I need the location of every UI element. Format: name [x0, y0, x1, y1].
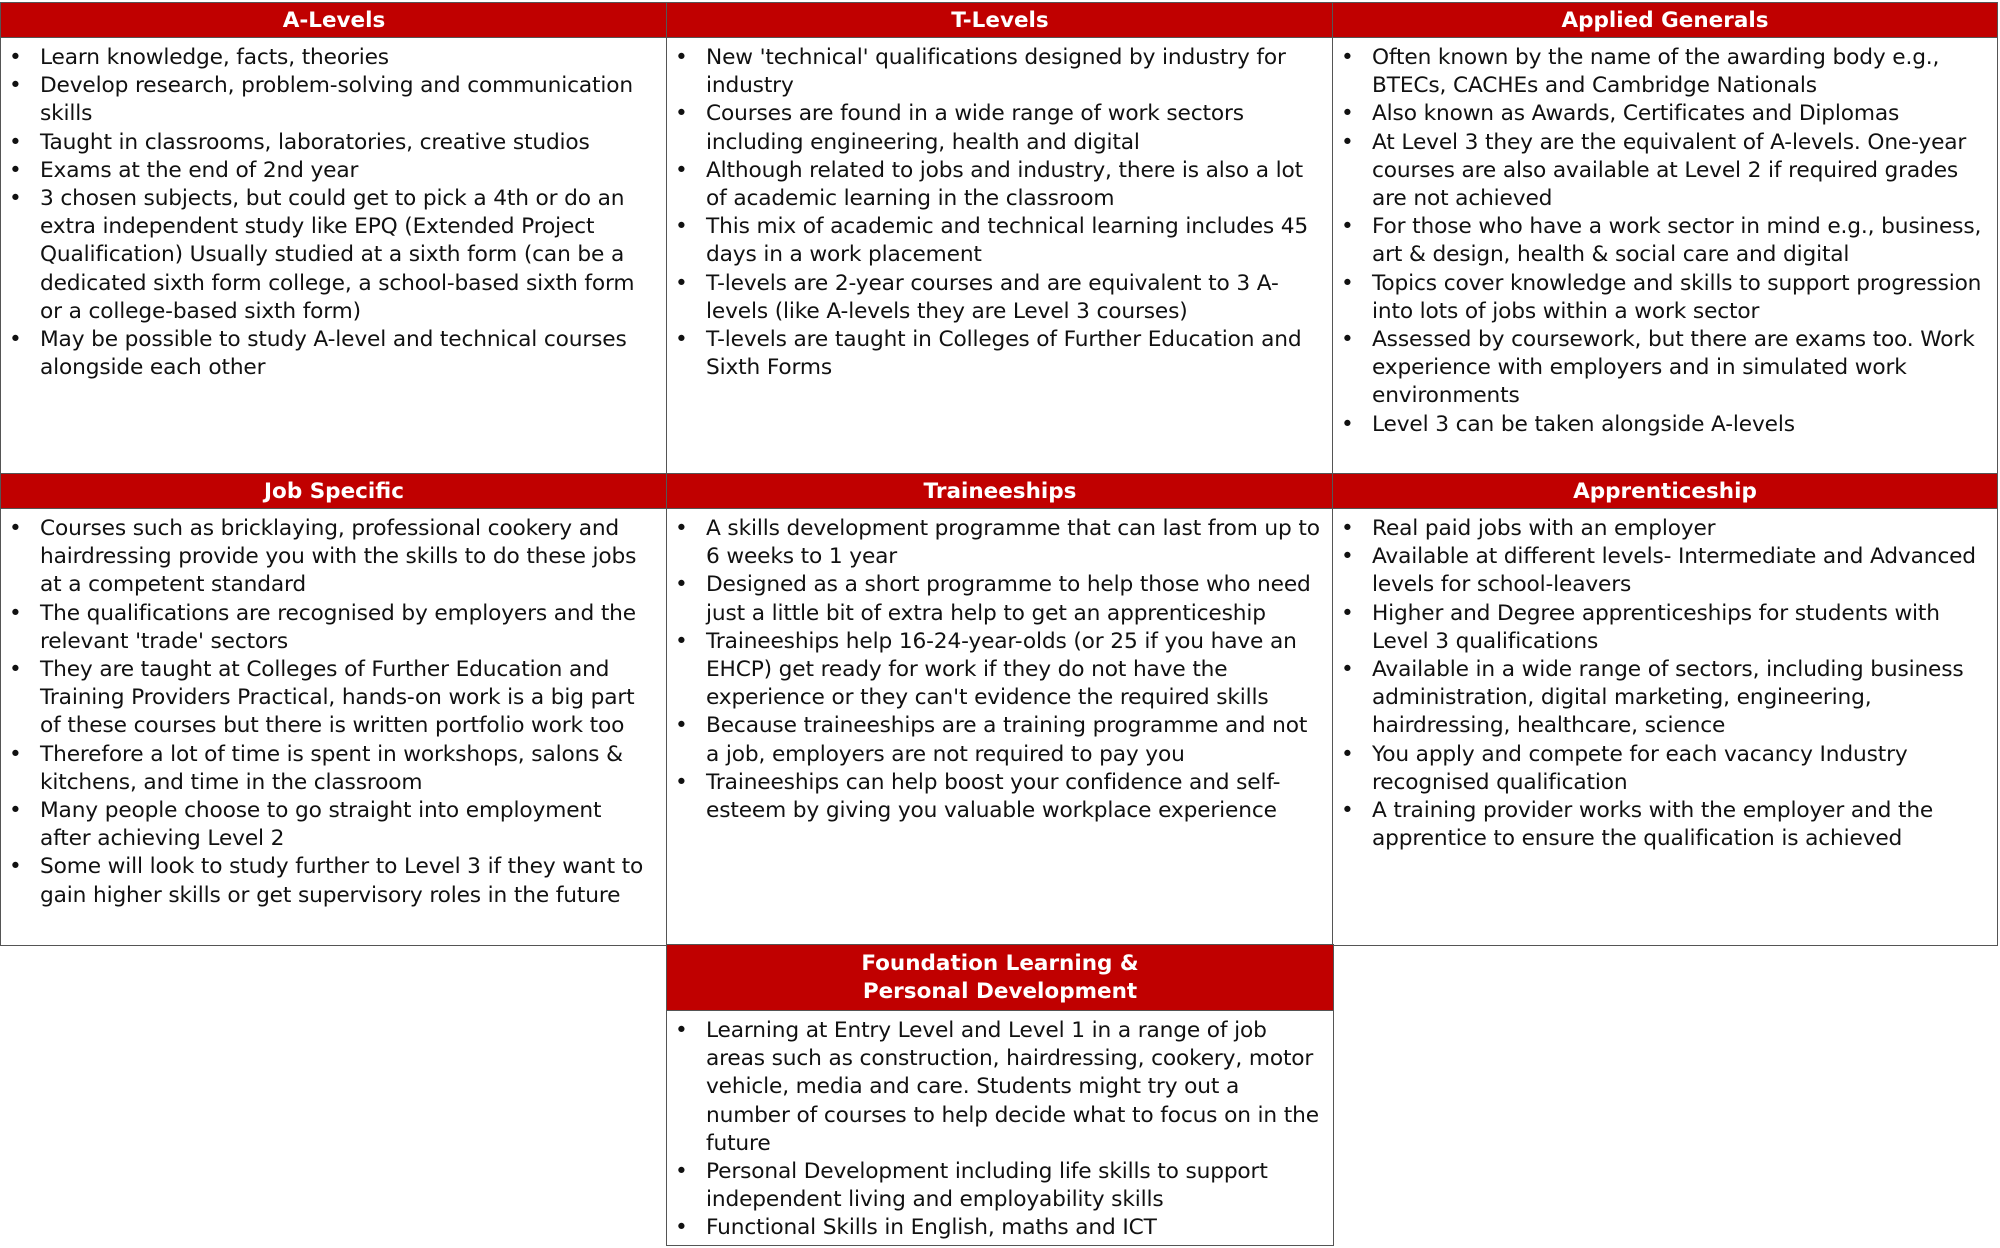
list-item: • Topics cover knowledge and skills to support progression into lots of jobs within a work sector	[1341, 270, 1987, 326]
list-item: • Also known as Awards, Certificates and Diplomas	[1341, 100, 1987, 128]
list-item: • This mix of academic and technical learning includes 45 days in a work placement	[675, 213, 1323, 269]
list-item: • They are taught at Colleges of Further Education and Training Providers Practical, hands-on work is a big part of these courses but there is written portfolio work too	[9, 656, 657, 741]
list-item: • Exams at the end of 2nd year	[9, 157, 657, 185]
card-title: Applied Generals	[1333, 3, 1997, 38]
list-item: • T-levels are 2-year courses and are equivalent to 3 A-levels (like A-levels they are Level 3 courses)	[675, 270, 1323, 326]
list-item: • At Level 3 they are the equivalent of A-levels. One-year courses are also available at Level 2 if required grades are not achieved	[1341, 129, 1987, 214]
list-item: • Available in a wide range of sectors, including business administration, digital marketing, engineering, hairdressing, healthcare, science	[1341, 656, 1987, 741]
list-item: • Learn knowledge, facts, theories	[9, 44, 657, 72]
card-title: T-Levels	[667, 3, 1333, 38]
card-title	[667, 945, 1333, 1011]
bullet-list	[1333, 38, 1997, 439]
list-item: • A training provider works with the employer and the apprentice to ensure the qualification is achieved	[1341, 797, 1987, 853]
card-a-levels	[0, 2, 668, 475]
list-item: • Assessed by coursework, but there are exams too. Work experience with employers and in simulated work environments	[1341, 326, 1987, 411]
card-applied-generals	[1332, 2, 1998, 475]
card-title: Job Specific	[1, 474, 667, 509]
card-title: Traineeships	[667, 474, 1333, 509]
list-item: • Traineeships can help boost your confidence and self-esteem by giving you valuable workplace experience	[675, 769, 1323, 825]
list-item: • Many people choose to go straight into employment after achieving Level 2	[9, 797, 657, 853]
bullet-list	[1, 509, 667, 910]
list-item: • Although related to jobs and industry, there is also a lot of academic learning in the classroom	[675, 157, 1323, 213]
list-item: • Often known by the name of the awarding body e.g., BTECs, CACHEs and Cambridge Nationals	[1341, 44, 1987, 100]
list-item: • Learning at Entry Level and Level 1 in a range of job areas such as construction, hairdressing, cookery, motor vehicle, media and care. Students might try out a number of courses to help decide what to focus on in the future	[675, 1017, 1323, 1158]
card-title: Apprenticeship	[1333, 474, 1997, 509]
card-apprenticeship	[1332, 473, 1998, 946]
list-item: • The qualifications are recognised by employers and the relevant 'trade' sectors	[9, 600, 657, 656]
list-item: • Courses are found in a wide range of work sectors including engineering, health and digital	[675, 100, 1323, 156]
list-item: • May be possible to study A-level and technical courses alongside each other	[9, 326, 657, 382]
bullet-list	[667, 38, 1333, 382]
bullet-list	[667, 1011, 1333, 1243]
list-item: • Personal Development including life skills to support independent living and employability skills	[675, 1158, 1323, 1214]
list-item: • Functional Skills in English, maths and ICT	[675, 1214, 1323, 1242]
list-item: • T-levels are taught in Colleges of Further Education and Sixth Forms	[675, 326, 1323, 382]
list-item: • Taught in classrooms, laboratories, creative studios	[9, 129, 657, 157]
card-job-specific	[0, 473, 668, 946]
list-item: • Therefore a lot of time is spent in workshops, salons & kitchens, and time in the classroom	[9, 741, 657, 797]
list-item: • Courses such as bricklaying, professional cookery and hairdressing provide you with the skills to do these jobs at a competent standard	[9, 515, 657, 600]
card-traineeships	[666, 473, 1334, 946]
list-item: • Designed as a short programme to help those who need just a little bit of extra help to get an apprenticeship	[675, 571, 1323, 627]
list-item: • Traineeships help 16-24-year-olds (or 25 if you have an EHCP) get ready for work if they do not have the experience or they can't evidence the required skills	[675, 628, 1323, 713]
list-item: • New 'technical' qualifications designed by industry for industry	[675, 44, 1323, 100]
list-item: • A skills development programme that can last from up to 6 weeks to 1 year	[675, 515, 1323, 571]
list-item: • For those who have a work sector in mind e.g., business, art & design, health & social care and digital	[1341, 213, 1987, 269]
bullet-list	[667, 509, 1333, 825]
card-title: A-Levels	[1, 3, 667, 38]
list-item: • Available at different levels- Intermediate and Advanced levels for school-leavers	[1341, 543, 1987, 599]
list-item: • Develop research, problem-solving and communication skills	[9, 72, 657, 128]
list-item: • Level 3 can be taken alongside A-levels	[1341, 411, 1987, 439]
list-item: • Some will look to study further to Level 3 if they want to gain higher skills or get supervisory roles in the future	[9, 853, 657, 909]
list-item: • 3 chosen subjects, but could get to pick a 4th or do an extra independent study like EPQ (Extended Project Qualification) Usually studied at a sixth form (can be a dedicated sixth form college, a school-based sixth form or a college-based sixth form)	[9, 185, 657, 326]
card-t-levels	[666, 2, 1334, 475]
bullet-list	[1, 38, 667, 382]
list-item: • You apply and compete for each vacancy Industry recognised qualification	[1341, 741, 1987, 797]
card-title-line-2: Personal Development	[862, 979, 1138, 1004]
card-foundation-learning	[666, 944, 1334, 1246]
bullet-list	[1333, 509, 1997, 853]
list-item: • Because traineeships are a training programme and not a job, employers are not required to pay you	[675, 712, 1323, 768]
list-item: • Real paid jobs with an employer	[1341, 515, 1987, 543]
list-item: • Higher and Degree apprenticeships for students with Level 3 qualifications	[1341, 600, 1987, 656]
card-title-line-1: Foundation Learning &	[861, 951, 1139, 976]
